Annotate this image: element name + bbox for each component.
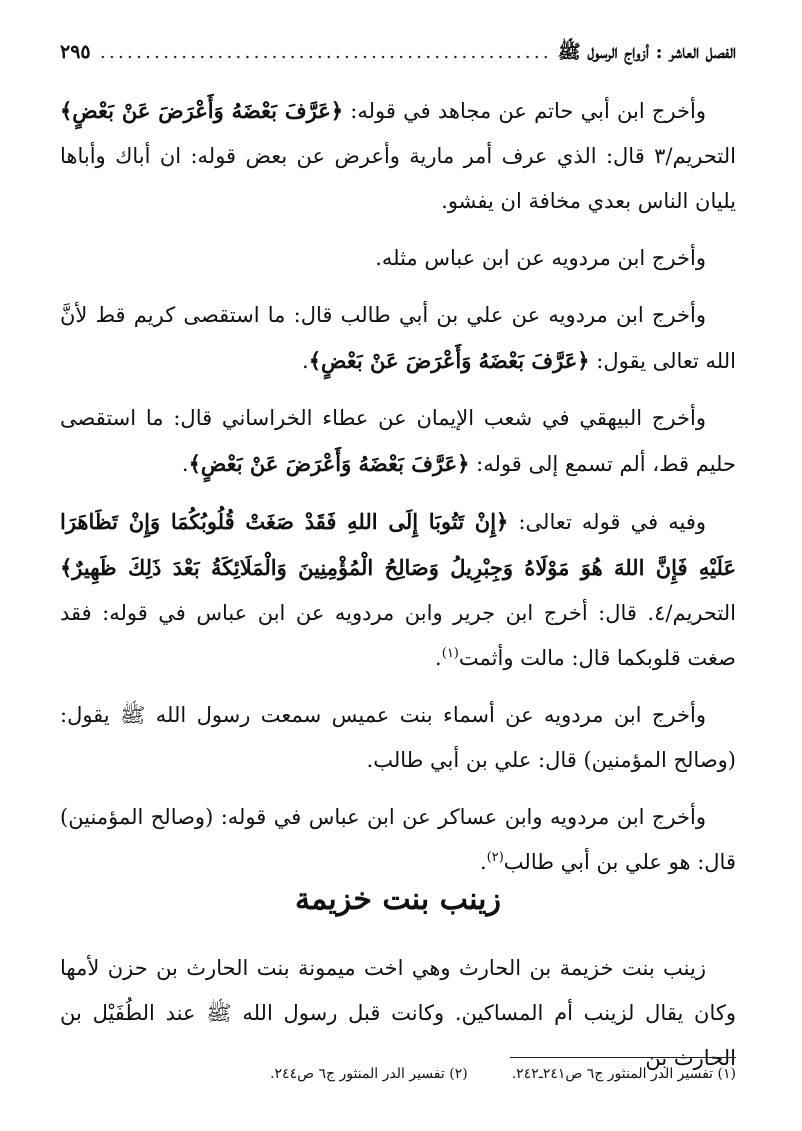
paragraph — [60, 499, 736, 681]
text-run: . — [302, 349, 309, 373]
section-text — [60, 946, 736, 1081]
text-run: وأخرج البيهقي في شعب الإيمان عن عطاء الخراساني قال: ما استقصى حليم قط، ألم تسمع إلى قوله: — [60, 406, 736, 476]
paragraph — [60, 693, 736, 783]
text-run: وأخرج ابن أبي حاتم عن مجاهد في قوله: — [343, 99, 706, 123]
text-run: . — [479, 850, 487, 874]
footnote-1: (١) تفسير الدر المنثور ج٦ ص٢٤١ـ٢٤٢. — [511, 1066, 736, 1082]
running-header — [60, 40, 736, 68]
footnote-ref: (٢) — [486, 850, 504, 865]
text-run: وأخرج ابن مردويه عن أسماء بنت عميس سمعت رسول الله ﷺ يقول: (وصالح المؤمنين) قال: علي بن أبي طالب. — [60, 703, 736, 772]
text-run: وأخرج ابن مردويه وابن عساكر عن ابن عباس في قوله: (وصالح المؤمنين) قال: هو علي بن أبي طالب — [60, 805, 736, 874]
section-heading: زينب بنت خزيمة — [295, 882, 501, 917]
text-run: . — [181, 452, 189, 476]
quran-quote: ﴿عَرَّفَ بَعْضَهُ وَأَعْرَضَ عَنْ بَعْضٍ﴾ — [308, 348, 590, 373]
paragraph — [60, 795, 736, 885]
paragraph — [60, 88, 736, 224]
text-run: وفيه في قوله تعالى: — [508, 510, 706, 534]
text-run: وأخرج ابن مردويه عن ابن عباس مثله. — [375, 246, 706, 270]
footnotes — [60, 1066, 736, 1082]
text-run: التحريم/٤. قال: أخرج ابن جرير وابن مردويه عن ابن عباس في قوله: فقد صغت قلوبكما قال: مالت وأثمت — [60, 601, 736, 670]
main-text — [60, 88, 736, 885]
paragraph — [60, 236, 736, 281]
section-paragraph: زينب بنت خزيمة بن الحارث وهي اخت ميمونة بنت الحارث بن حزن لأمها وكان يقال لزينب أم المساكين. وكانت قبل رسول الله ﷺ عند الطُفَيْل بن الحارث بن — [60, 956, 736, 1070]
page-number: ٢٩٥ — [60, 41, 91, 63]
text-run: . — [435, 646, 442, 670]
text-run: وأخرج ابن مردويه عن علي بن أبي طالب قال: ما استقصى كريم قط لأنَّ الله تعالى يقول: — [60, 303, 736, 373]
footnote-divider — [510, 1057, 736, 1058]
quran-quote: ﴿إِنْ تَتُوبَا إِلَى اللهِ فَقَدْ صَغَتْ قُلُوبُكُمَا وَإِنْ تَظَاهَرَا عَلَيْهِ فَإِنَّ اللهَ هُوَ مَوْلَاهُ وَجِبْرِيلُ وَصَالِحُ الْمُؤْمِنِينَ وَالْمَلَائِكَةُ بَعْدَ ذَلِكَ ظَهِيرٌ﴾ — [60, 509, 736, 580]
footnote-2: (٢) تفسير الدر المنثور ج٦ ص٢٤٤. — [270, 1066, 468, 1082]
paragraph — [60, 396, 736, 487]
quran-quote: ﴿عَرَّفَ بَعْضَهُ وَأَعْرَضَ عَنْ بَعْضٍ﴾ — [188, 451, 470, 476]
chapter-title: الفصل العاشر : أزواج الرسول ﷺ — [557, 41, 736, 63]
leader-dots — [97, 41, 552, 63]
footnote-ref: (١) — [441, 646, 459, 661]
text-run: التحريم/٣ قال: الذي عرف أمر مارية وأعرض عن بعض قوله: ان أباك وأباها يليان الناس بعدي مخافة ان يفشو. — [60, 144, 736, 213]
quran-quote: ﴿عَرَّفَ بَعْضَهُ وَأَعْرَضَ عَنْ بَعْضٍ﴾ — [60, 98, 344, 123]
paragraph — [60, 293, 736, 384]
